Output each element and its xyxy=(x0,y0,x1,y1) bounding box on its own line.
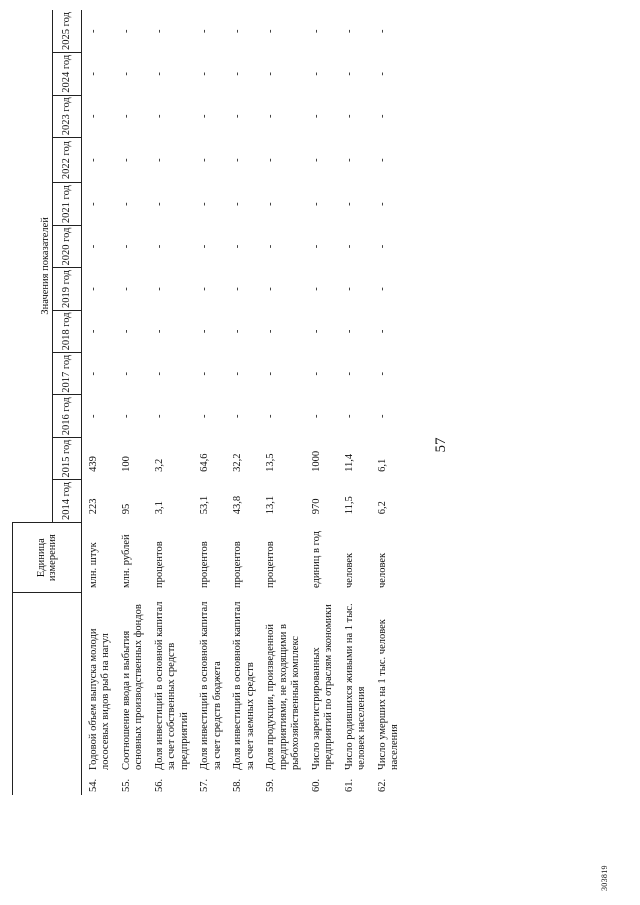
empty-value-cell: - xyxy=(199,287,210,291)
empty-value-cell: - xyxy=(265,29,276,34)
indicator-name: Годовой объем выпуска молоди лососевых видов рыб на нагул xyxy=(87,628,111,770)
row-number: 62. xyxy=(376,778,388,792)
indicator-cell xyxy=(371,593,404,795)
empty-value-cell: - xyxy=(232,202,243,206)
empty-value-cell: - xyxy=(343,72,355,76)
empty-value-cell: - xyxy=(199,114,210,118)
year-header: 2025 год xyxy=(52,10,81,53)
empty-value-cell: - xyxy=(376,29,388,34)
empty-value-cell: - xyxy=(376,287,388,291)
indicator-cell xyxy=(226,593,259,795)
table-row xyxy=(148,10,194,795)
empty-value-cell: - xyxy=(343,244,355,249)
empty-value-cell: - xyxy=(376,114,388,118)
empty-value-cell: - xyxy=(87,29,99,34)
table-row xyxy=(338,10,371,795)
empty-value-cell: - xyxy=(199,202,210,206)
empty-value-cell: - xyxy=(120,414,132,418)
value-cell: 223 xyxy=(87,498,99,515)
value-cell: 3,1 xyxy=(153,501,165,515)
empty-value-cell: - xyxy=(199,244,210,249)
empty-value-cell: - xyxy=(199,329,210,334)
value-cell: 1000 xyxy=(310,450,322,472)
empty-value-cell: - xyxy=(310,287,322,291)
value-cell: 32,2 xyxy=(232,453,243,472)
unit-cell: человек xyxy=(343,552,355,588)
empty-value-cell: - xyxy=(232,29,243,34)
table-row xyxy=(81,10,115,795)
indicator-name: Доля инвестиций в основной капитал за счет собственных средств предприятий xyxy=(153,601,190,770)
empty-value-cell: - xyxy=(376,158,388,162)
empty-value-cell: - xyxy=(343,158,355,162)
table-row xyxy=(115,10,148,795)
empty-value-cell: - xyxy=(376,329,388,334)
empty-value-cell: - xyxy=(376,244,388,249)
value-cell: 439 xyxy=(87,456,99,472)
indicator-cell xyxy=(81,593,115,795)
unit-cell: процентов xyxy=(199,541,210,588)
empty-value-cell: - xyxy=(310,244,322,249)
indicator-cell xyxy=(259,593,305,795)
indicator-cell xyxy=(148,593,194,795)
row-number: 57. xyxy=(199,778,210,792)
empty-value-cell: - xyxy=(199,72,210,76)
empty-value-cell: - xyxy=(199,372,210,376)
empty-value-cell: - xyxy=(153,158,165,162)
empty-value-cell: - xyxy=(310,329,322,334)
unit-cell: процентов xyxy=(265,541,276,588)
empty-value-cell: - xyxy=(232,329,243,334)
empty-value-cell: - xyxy=(153,202,165,206)
indicator-name: Доля продукции, произведенной предприятиями, не входящими в рыбохозяйственный комплекс xyxy=(265,623,301,770)
row-number: 60. xyxy=(310,778,322,792)
value-cell: 64,6 xyxy=(199,453,210,472)
name-header xyxy=(13,593,82,795)
empty-value-cell: - xyxy=(376,372,388,376)
empty-value-cell: - xyxy=(376,72,388,76)
empty-value-cell: - xyxy=(343,329,355,334)
empty-value-cell: - xyxy=(310,72,322,76)
indicator-name: Соотношение ввода и выбытия основных производственных фондов xyxy=(120,604,144,770)
indicator-name: Число умерших на 1 тыс. человек населения xyxy=(376,619,400,770)
empty-value-cell: - xyxy=(87,202,99,206)
value-cell: 100 xyxy=(120,456,132,472)
empty-value-cell: - xyxy=(265,329,276,334)
year-header: 2016 год xyxy=(52,395,81,437)
table-row xyxy=(226,10,259,795)
empty-value-cell: - xyxy=(232,372,243,376)
empty-value-cell: - xyxy=(120,287,132,291)
indicator-cell xyxy=(305,593,338,795)
document-id: 303819 xyxy=(600,865,609,891)
value-cell: 95 xyxy=(120,503,132,515)
empty-value-cell: - xyxy=(265,244,276,249)
empty-value-cell: - xyxy=(265,114,276,118)
indicators-table xyxy=(12,10,404,795)
empty-value-cell: - xyxy=(120,29,132,34)
table-row xyxy=(305,10,338,795)
year-header: 2018 год xyxy=(52,310,81,352)
year-header: 2014 год xyxy=(52,480,81,522)
row-number: 61. xyxy=(343,778,355,792)
year-header: 2023 год xyxy=(52,95,81,137)
empty-value-cell: - xyxy=(343,114,355,118)
table-row xyxy=(259,10,305,795)
indicator-cell xyxy=(338,593,371,795)
indicator-name: Число зарегистрированных предприятий по отраслям экономики xyxy=(310,604,334,770)
empty-value-cell: - xyxy=(265,158,276,162)
empty-value-cell: - xyxy=(232,414,243,418)
row-number: 55. xyxy=(120,778,132,792)
value-cell: 970 xyxy=(310,498,322,515)
indicator-name: Доля инвестиций в основной капитал за счет заемных средств xyxy=(232,601,256,770)
empty-value-cell: - xyxy=(87,414,99,418)
table-row xyxy=(371,10,404,795)
empty-value-cell: - xyxy=(120,202,132,206)
page-number: 57 xyxy=(433,437,449,453)
year-header: 2020 год xyxy=(52,225,81,267)
empty-value-cell: - xyxy=(153,29,165,34)
empty-value-cell: - xyxy=(310,202,322,206)
empty-value-cell: - xyxy=(265,72,276,76)
empty-value-cell: - xyxy=(343,202,355,206)
empty-value-cell: - xyxy=(153,244,165,249)
empty-value-cell: - xyxy=(153,114,165,118)
empty-value-cell: - xyxy=(232,287,243,291)
empty-value-cell: - xyxy=(87,287,99,291)
empty-value-cell: - xyxy=(120,244,132,249)
empty-value-cell: - xyxy=(343,414,355,418)
empty-value-cell: - xyxy=(232,114,243,118)
empty-value-cell: - xyxy=(310,414,322,418)
empty-value-cell: - xyxy=(310,158,322,162)
unit-cell: процентов xyxy=(232,541,243,588)
empty-value-cell: - xyxy=(153,414,165,418)
empty-value-cell: - xyxy=(343,287,355,291)
empty-value-cell: - xyxy=(310,372,322,376)
empty-value-cell: - xyxy=(199,414,210,418)
empty-value-cell: - xyxy=(265,202,276,206)
empty-value-cell: - xyxy=(265,287,276,291)
row-number: 54. xyxy=(87,778,99,792)
values-group-header: Значения показателей xyxy=(39,10,53,522)
empty-value-cell: - xyxy=(232,158,243,162)
empty-value-cell: - xyxy=(199,29,210,34)
empty-value-cell: - xyxy=(87,72,99,76)
indicator-name: Число родившихся живыми на 1 тыс. человек населения xyxy=(343,603,367,770)
year-header: 2019 год xyxy=(52,268,81,310)
unit-cell: млн. штук xyxy=(87,542,99,588)
year-header: 2021 год xyxy=(52,183,81,225)
value-cell: 13,5 xyxy=(265,453,276,472)
empty-value-cell: - xyxy=(232,244,243,249)
empty-value-cell: - xyxy=(310,114,322,118)
indicator-name: Доля инвестиций в основной капитал за счет средств бюджета xyxy=(199,601,223,770)
unit-header: Единица измерения xyxy=(13,522,82,593)
indicator-cell xyxy=(193,593,226,795)
empty-value-cell: - xyxy=(343,29,355,34)
empty-value-cell: - xyxy=(376,414,388,418)
value-cell: 6,1 xyxy=(376,458,388,472)
empty-value-cell: - xyxy=(343,372,355,376)
values-spacer xyxy=(13,10,39,522)
empty-value-cell: - xyxy=(87,372,99,376)
year-header: 2015 год xyxy=(52,437,81,479)
value-cell: 6,2 xyxy=(376,501,388,515)
empty-value-cell: - xyxy=(120,72,132,76)
empty-value-cell: - xyxy=(376,202,388,206)
unit-cell: млн. рублей xyxy=(120,534,132,588)
year-header: 2022 год xyxy=(52,137,81,182)
empty-value-cell: - xyxy=(265,372,276,376)
value-cell: 43,8 xyxy=(232,495,243,515)
row-number: 58. xyxy=(232,778,243,792)
empty-value-cell: - xyxy=(120,158,132,162)
empty-value-cell: - xyxy=(87,244,99,249)
row-number: 56. xyxy=(153,778,165,792)
empty-value-cell: - xyxy=(87,329,99,334)
empty-value-cell: - xyxy=(120,372,132,376)
indicator-cell xyxy=(115,593,148,795)
empty-value-cell: - xyxy=(120,114,132,118)
value-cell: 3,2 xyxy=(153,458,165,472)
empty-value-cell: - xyxy=(87,114,99,118)
value-cell: 13,1 xyxy=(265,495,276,515)
empty-value-cell: - xyxy=(153,72,165,76)
empty-value-cell: - xyxy=(153,287,165,291)
empty-value-cell: - xyxy=(199,158,210,162)
table-row xyxy=(193,10,226,795)
unit-cell: единиц в год xyxy=(310,531,322,588)
empty-value-cell: - xyxy=(153,372,165,376)
empty-value-cell: - xyxy=(265,414,276,418)
unit-cell: человек xyxy=(376,552,388,588)
value-cell: 53,1 xyxy=(199,495,210,515)
empty-value-cell: - xyxy=(232,72,243,76)
empty-value-cell: - xyxy=(153,329,165,334)
empty-value-cell: - xyxy=(87,158,99,162)
row-number: 59. xyxy=(265,778,276,792)
value-cell: 11,5 xyxy=(343,496,355,515)
unit-cell: процентов xyxy=(153,541,165,588)
empty-value-cell: - xyxy=(310,29,322,34)
year-header: 2017 год xyxy=(52,353,81,395)
year-header: 2024 год xyxy=(52,53,81,95)
empty-value-cell: - xyxy=(120,329,132,334)
value-cell: 11,4 xyxy=(343,453,355,472)
